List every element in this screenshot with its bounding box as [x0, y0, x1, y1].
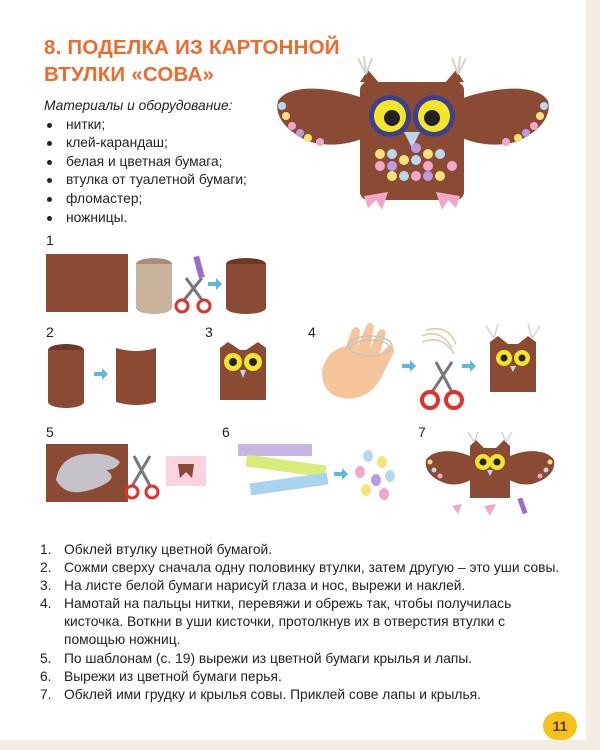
- list-item: [40, 559, 560, 577]
- list-item: нитки;: [44, 116, 304, 135]
- instruction-number: 5.: [40, 650, 52, 666]
- instruction-number: 1.: [40, 542, 52, 557]
- step-5-number: 5: [46, 424, 54, 440]
- step-2-number: 2: [46, 324, 54, 340]
- page-edge-right: [586, 0, 600, 750]
- list-item: [40, 577, 560, 595]
- step-7-number: 7: [418, 424, 426, 440]
- list-item: белая и цветная бумага;: [44, 153, 304, 172]
- materials-list: [44, 116, 304, 228]
- list-item: [40, 668, 560, 686]
- instruction-text: Обклей втулку цветной бумагой.: [64, 542, 273, 557]
- page-number-badge: 11: [543, 712, 577, 740]
- step-6-number: 6: [222, 424, 230, 440]
- title-line-1: 8. ПОДЕЛКА ИЗ КАРТОННОЙ: [44, 36, 340, 59]
- instruction-number: 2.: [40, 560, 52, 576]
- page-edge-bottom: [0, 740, 600, 750]
- list-item: ножницы.: [44, 209, 304, 228]
- step-4-number: 4: [308, 324, 316, 340]
- step-7-illustration: [424, 432, 556, 522]
- list-item: [40, 650, 560, 668]
- step-5-illustration: [46, 440, 212, 510]
- list-item: [40, 595, 560, 649]
- instruction-text: Сожми сверху сначала одну половинку втулки, затем другую – это уши совы.: [64, 560, 560, 576]
- step-2-illustration: [46, 340, 186, 412]
- instruction-text: Намотай на пальцы нитки, перевяжи и обрежь так, чтобы получилась кисточка. Воткни в уши кисточки, протолкнув их в отверстия втулки с помощью ножниц.: [64, 596, 512, 648]
- materials-heading: Материалы и оборудование:: [44, 98, 233, 113]
- step-3-number: 3: [205, 324, 213, 340]
- instruction-number: 3.: [40, 578, 52, 594]
- glue-stick-icon: [193, 256, 204, 279]
- step-3-illustration: [216, 340, 270, 406]
- step-1-illustration: [46, 250, 276, 320]
- instruction-number: 7.: [40, 686, 52, 702]
- scissors-icon: [422, 362, 462, 408]
- list-item: фломастер;: [44, 190, 304, 209]
- owl-illustration: [268, 56, 558, 216]
- instruction-text: По шаблонам (с. 19) вырежи из цветной бумаги крылья и лапы.: [64, 650, 473, 666]
- list-item: [40, 541, 560, 559]
- list-item: [40, 686, 560, 704]
- step-1-number: 1: [46, 232, 54, 248]
- step-6-illustration: [232, 440, 402, 512]
- title-line-2: ВТУЛКИ «СОВА»: [44, 63, 215, 86]
- instructions-block: [40, 541, 560, 704]
- scissors-icon: [126, 456, 158, 498]
- list-item: клей-карандаш;: [44, 134, 304, 153]
- instruction-text: Вырежи из цветной бумаги перья.: [64, 668, 282, 684]
- instructions-list: [40, 541, 560, 704]
- instruction-number: 6.: [40, 668, 52, 684]
- list-item: втулка от туалетной бумаги;: [44, 171, 304, 190]
- instruction-text: На листе белой бумаги нарисуй глаза и нос, вырежи и наклей.: [64, 578, 466, 594]
- step-4-illustration: [318, 320, 550, 412]
- instruction-text: Обклей ими грудку и крылья совы. Приклей сове лапы и крылья.: [64, 686, 481, 702]
- scissors-icon: [176, 278, 210, 312]
- instruction-number: 4.: [40, 596, 52, 612]
- materials-block: [44, 97, 304, 227]
- hand-icon: [322, 323, 394, 399]
